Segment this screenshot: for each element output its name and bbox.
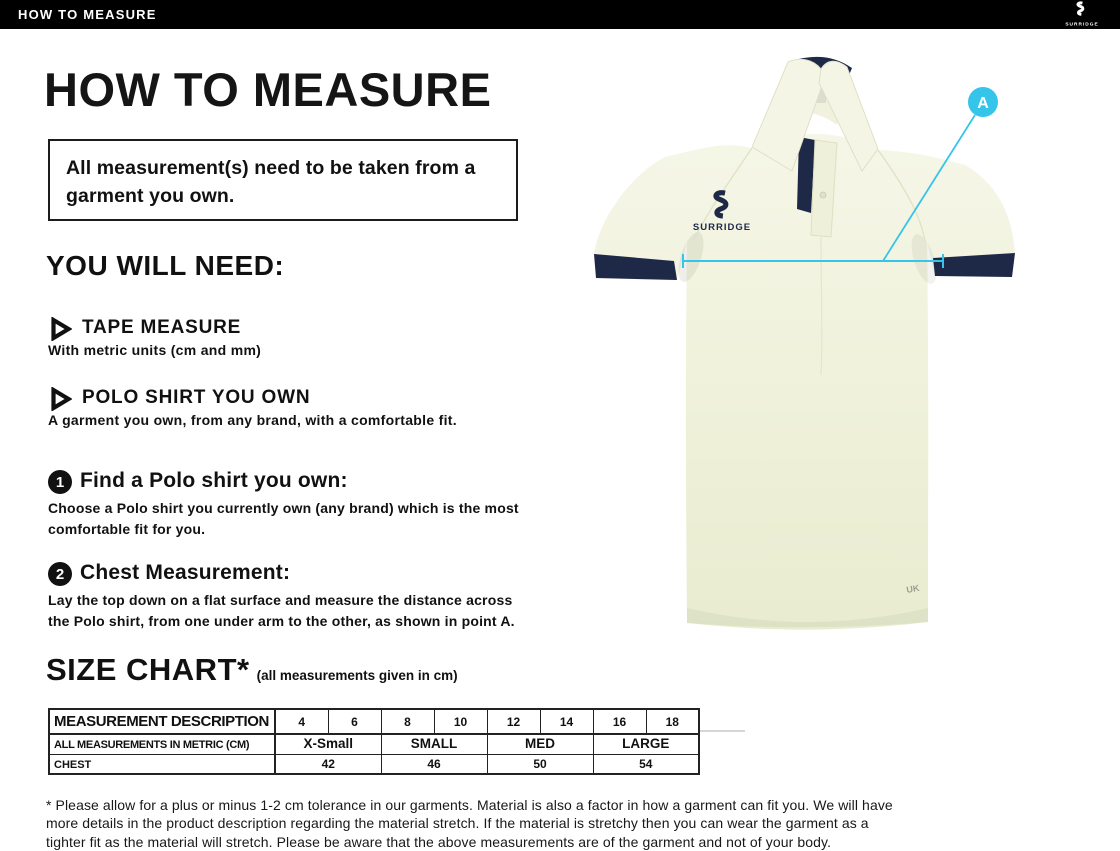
page-title: HOW TO MEASURE	[44, 63, 492, 116]
need-item-tape-measure-desc: With metric units (cm and mm)	[48, 342, 262, 358]
chest-row-label: CHEST	[54, 758, 92, 771]
size-chart-heading: SIZE CHART*	[46, 652, 250, 687]
footnote-line: * Please allow for a plus or minus 1-2 cm tolerance in our garments. Material is also a factor in how a garment can fit you. We will have	[46, 797, 893, 813]
point-a-marker	[968, 87, 998, 117]
step-1-body	[48, 498, 519, 540]
step-2-number-badge: 2	[48, 562, 72, 586]
size-cell: 10	[453, 714, 468, 729]
need-item-tape-measure: TAPE MEASURE	[82, 317, 242, 338]
title-bar	[0, 0, 1120, 29]
svg-text:A: A	[977, 95, 989, 112]
you-will-need-heading: YOU WILL NEED:	[46, 250, 285, 281]
size-chart-chest-row	[49, 754, 699, 774]
step-1-title: Find a Polo shirt you own:	[80, 469, 348, 492]
footnote	[46, 796, 893, 851]
surridge-logo-icon	[1056, 1, 1108, 28]
size-group-cell: X-Small	[303, 736, 354, 752]
chest-value-cell: 46	[427, 756, 441, 771]
step-2-body-line: Lay the top down on a flat surface and measure the distance across	[48, 592, 513, 608]
step-1-body-line: Choose a Polo shirt you currently own (any brand) which is the most	[48, 500, 519, 516]
need-item-polo-shirt-desc: A garment you own, from any brand, with a comfortable fit.	[48, 412, 457, 428]
size-chart-group-row	[49, 734, 699, 754]
size-cell: 12	[506, 714, 521, 729]
size-chart-note: (all measurements given in cm)	[256, 668, 458, 683]
svg-text:SURRIDGE: SURRIDGE	[692, 222, 752, 233]
measurement-description-header: MEASUREMENT DESCRIPTION	[54, 712, 269, 730]
triangle-bullet-icon	[50, 317, 72, 341]
size-cell: 8	[404, 714, 411, 729]
chest-value-cell: 42	[321, 756, 335, 771]
size-group-cell: LARGE	[622, 736, 670, 752]
divider-line	[700, 730, 745, 732]
note-box-line: All measurement(s) need to be taken from a	[66, 157, 476, 179]
note-box-line: garment you own.	[66, 185, 235, 207]
footnote-line: more details in the product description regarding the material stretch. If the material is stretchy then you can wear the garment as a	[46, 815, 869, 832]
title-bar-text: HOW TO MEASURE	[18, 7, 157, 22]
surridge-logo	[1056, 1, 1108, 28]
size-cell: 6	[351, 714, 358, 729]
step-1-body-line: comfortable fit for you.	[48, 521, 206, 537]
surridge-logo-text: SURRIDGE	[1065, 22, 1099, 28]
triangle-bullet-icon	[50, 387, 72, 411]
size-cell: 14	[559, 714, 574, 729]
footnote-line: tighter fit as the material will stretch. Please be aware that the above measurements are of the garment and not of your body.	[46, 833, 832, 850]
size-group-cell: MED	[525, 736, 555, 752]
step-2-body	[48, 590, 515, 632]
shirt-hem-mark: UK	[905, 582, 921, 595]
step-2-title: Chest Measurement:	[80, 561, 291, 584]
size-cell: 4	[298, 714, 306, 729]
size-chart-header-row	[49, 709, 699, 734]
polo-shirt-diagram	[575, 45, 1120, 645]
step-2-body-line: the Polo shirt, from one under arm to the other, as shown in point A.	[48, 613, 515, 629]
size-chart-table	[48, 708, 700, 775]
size-cell: 18	[665, 714, 679, 729]
size-cell: 16	[612, 714, 627, 729]
chest-value-cell: 50	[533, 756, 547, 771]
need-item-polo-shirt: POLO SHIRT YOU OWN	[82, 387, 311, 408]
step-1-number-badge: 1	[48, 470, 72, 494]
size-group-cell: SMALL	[410, 736, 458, 752]
size-chart-heading-row	[46, 652, 458, 688]
note-box	[48, 139, 518, 221]
chest-value-cell: 54	[639, 756, 653, 771]
metric-label: ALL MEASUREMENTS IN METRIC (CM)	[54, 739, 250, 752]
